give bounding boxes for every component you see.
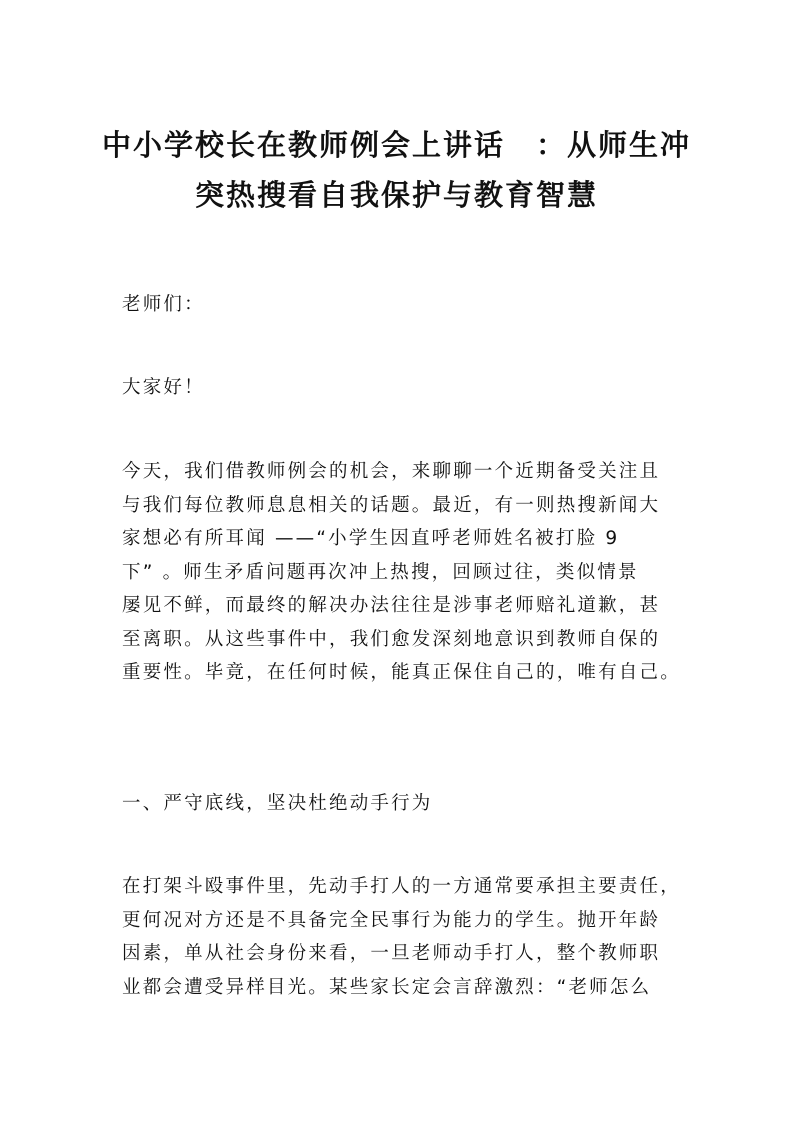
paragraph-line: 今天，我们借教师例会的机会，来聊聊一个近期备受关注且 <box>122 461 661 482</box>
salutation: 老师们： <box>122 294 205 315</box>
paragraph-line: 家想必有所耳闻 ——“小学生因直呼老师姓名被打脸 9 <box>122 528 620 549</box>
title-line: 突热搜看自我保护与教育智慧 <box>194 178 598 212</box>
document-title <box>100 120 693 220</box>
paragraph-line: 下” 。师生矛盾问题再次冲上热搜，回顾过往，类似情景 <box>122 561 639 583</box>
paragraph-intro <box>122 455 681 690</box>
paragraph-line: 因素，单从社会身份来看，一旦老师动手打人，整个教师职 <box>122 943 661 964</box>
paragraph-line: 在打架斗殴事件里，先动手打人的一方通常要承担主要责任， <box>122 876 681 897</box>
greeting: 大家好！ <box>122 377 205 398</box>
paragraph-line: 与我们每位教师息息相关的话题。最近，有一则热搜新闻大 <box>122 494 661 516</box>
paragraph-line: 屡见不鲜，而最终的解决办法往往是涉事老师赔礼道歉，甚 <box>122 595 661 616</box>
paragraph-line: 业都会遭受异样目光。某些家长定会言辞激烈：“老师怎么 <box>122 976 652 998</box>
paragraph-line: 至离职。从这些事件中，我们愈发深刻地意识到教师自保的 <box>122 628 661 650</box>
title-line: 中小学校长在教师例会上讲话 ：从师生冲 <box>101 128 691 162</box>
paragraph-line: 重要性。毕竟，在任何时候，能真正保住自己的，唯有自己。 <box>122 662 681 683</box>
section-heading: 一、严守底线，坚决杜绝动手行为 <box>122 793 433 814</box>
paragraph-line: 更何况对方还是不具备完全民事行为能力的学生。抛开年龄 <box>122 909 661 931</box>
paragraph-section1 <box>122 870 681 1004</box>
